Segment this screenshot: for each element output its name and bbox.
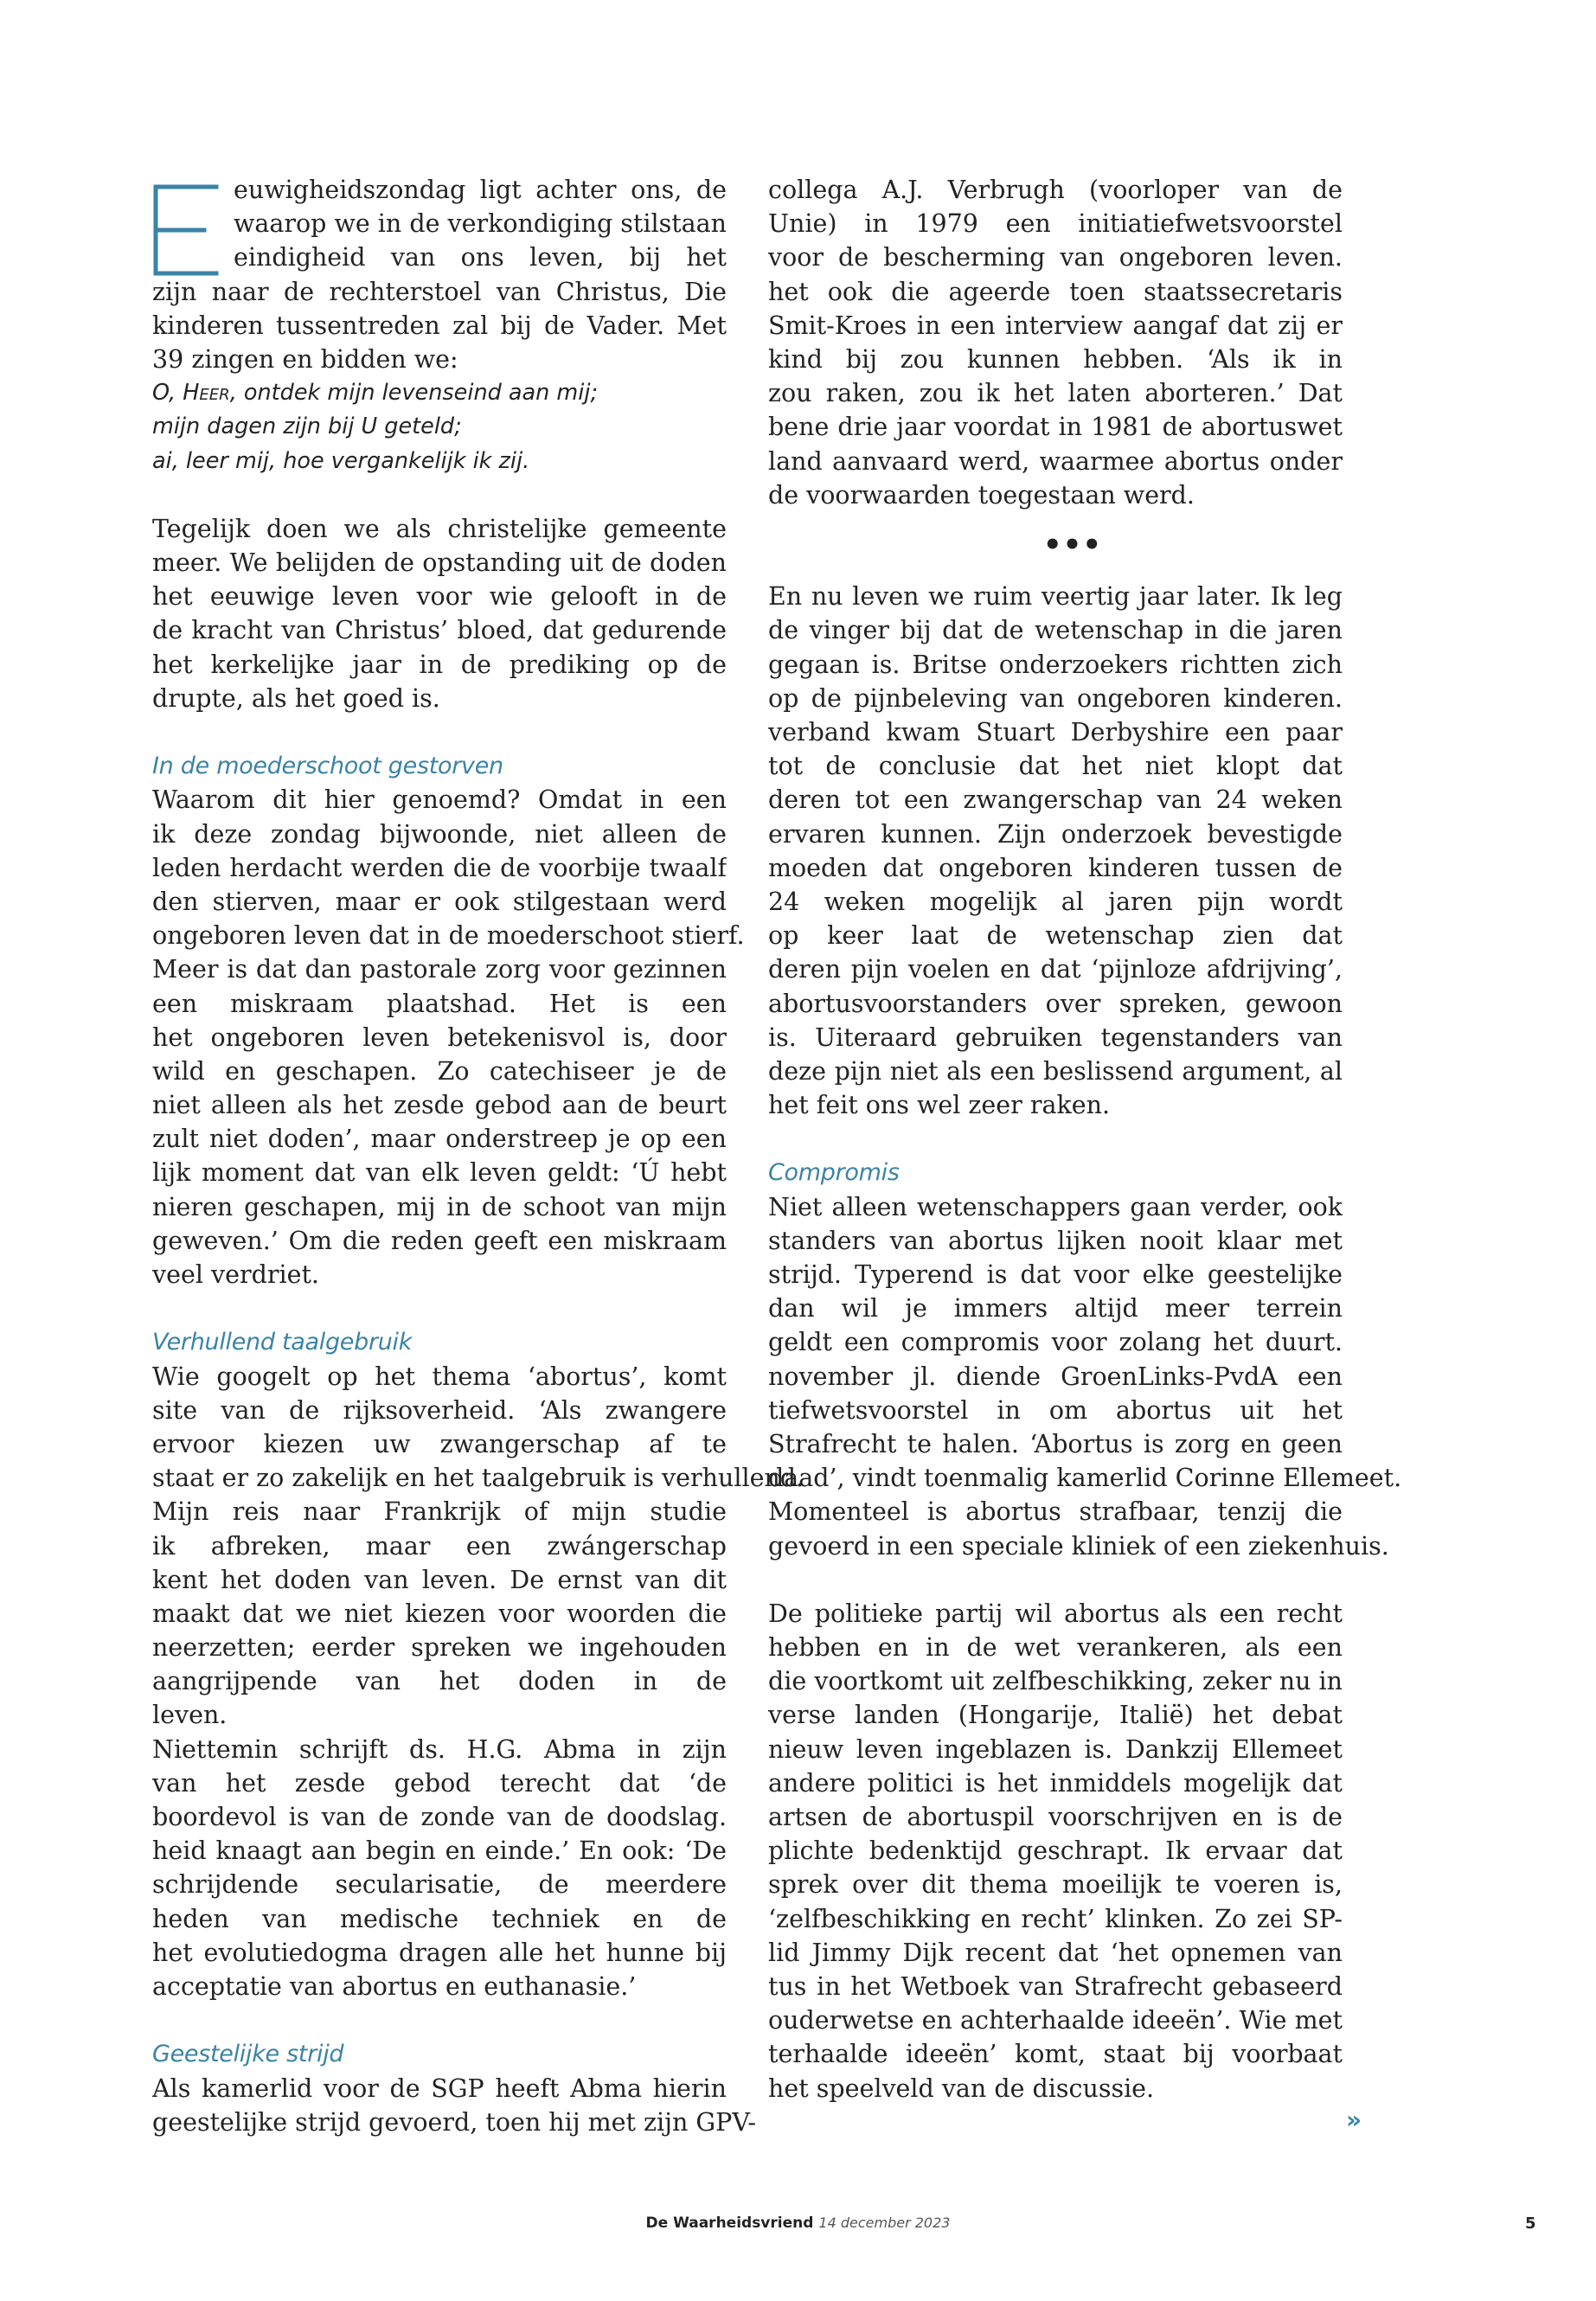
text-line: sprek over dit thema moeilijk te voeren is, (768, 1870, 1343, 1900)
text-line: heid knaagt aan begin en einde.’ En ook: ‘De (152, 1836, 727, 1866)
section-3-body (152, 2072, 756, 2139)
text-line: terhaalde ideeën’ komt, staat bij voorbaat (768, 2040, 1343, 2069)
text-line: het feit ons wel zeer raken. (768, 1091, 1111, 1120)
text-line: ervoor kiezen uw zwangerschap af te (152, 1429, 727, 1458)
text-line: Mijn reis naar Frankrijk of mijn studie (152, 1497, 727, 1527)
text-line: dan wil je immers altijd meer terrein (768, 1294, 1343, 1324)
text-line: een miskraam plaatshad. Het is een (152, 989, 727, 1018)
text-line: lid Jimmy Dijk recent dat ‘het opnemen van (768, 1938, 1343, 1967)
text-line: de vinger bij dat de wetenschap in die jaren (768, 616, 1343, 645)
text-line: ik deze zondag bijwoonde, niet alleen de (152, 819, 727, 849)
text-line: van het zesde gebod terecht dat ‘de (152, 1768, 727, 1798)
text-line: ik afbreken, maar een zwángerschap (152, 1531, 727, 1561)
text-line: niet alleen als het zesde gebod aan de beurt (152, 1091, 727, 1120)
text-line: collega A.J. Verbrugh (voorloper van de (768, 176, 1343, 204)
text-line: De politieke partij wil abortus als een recht (768, 1599, 1343, 1628)
text-line: moeden dat ongeboren kinderen tussen de (768, 853, 1343, 882)
text-line: deren tot een zwangerschap van 24 weken (768, 785, 1343, 815)
text-line: heden van medische techniek en de (152, 1904, 727, 1933)
text-line: nieren geschapen, mij in de schoot van mijn (152, 1192, 727, 1221)
text-line: nieuw leven ingeblazen is. Dankzij Ellemeet (768, 1734, 1343, 1764)
text-line: voor de bescherming van ongeboren leven. (768, 243, 1343, 272)
psalm-line-3: ai, leer mij, hoe vergankelijk ik zij. (152, 447, 530, 474)
text-line: bene drie jaar voordat in 1981 de abortuswet (768, 413, 1343, 442)
text-line: den stierven, maar er ook stilgestaan werd (152, 887, 727, 916)
text-line: kent het doden van leven. De ernst van dit (152, 1565, 727, 1594)
section-heading: In de moederschoot gestorven (152, 753, 503, 780)
text-line: Momenteel is abortus strafbaar, tenzij die (768, 1497, 1343, 1527)
text-line: het ongeboren leven betekenisvol is, door (152, 1022, 727, 1052)
text-line: Smit-Kroes in een interview aangaf dat zij er (768, 311, 1343, 340)
text-line: ouderwetse en achterhaalde ideeën’. Wie met (768, 2006, 1343, 2035)
paragraph-2 (152, 512, 727, 715)
text-line: zou raken, zou ik het laten aborteren.’ Dat (768, 379, 1343, 408)
text-line: de voorwaarden toegestaan werd. (768, 480, 1195, 510)
text-line: op keer laat de wetenschap zien dat (768, 921, 1343, 951)
text-line: zult niet doden’, maar onderstreep je op een (152, 1125, 727, 1154)
text-line: acceptatie van abortus en euthanasie.’ (152, 1971, 637, 2001)
text-line: neerzetten; eerder spreken we ingehouden (152, 1633, 727, 1663)
text-line: Niettemin schrijft ds. H.G. Abma in zijn (152, 1734, 727, 1764)
text-line: Wie googelt op het thema ‘abortus’, komt (152, 1362, 727, 1391)
text-line: op de pijnbeleving van ongeboren kinderen. (768, 683, 1343, 713)
text-line: Tegelijk doen we als christelijke gemeente (152, 514, 727, 543)
text-line: Waarom dit hier genoemd? Omdat in een (152, 785, 727, 815)
text-line: tus in het Wetboek van Strafrecht gebaseerd (768, 1971, 1343, 2001)
footer-publication (0, 2214, 1596, 2232)
paragraph-politics (768, 1597, 1343, 2106)
text-line: drupte, als het goed is. (152, 683, 440, 713)
text-line: wild en geschapen. Zo catechiseer je de (152, 1056, 727, 1086)
text-line: kinderen tussentreden zal bij de Vader. Met (152, 311, 727, 340)
text-line: verse landen (Hongarije, Italië) het debat (768, 1701, 1343, 1730)
text-line: deren pijn voelen en dat ‘pijnloze afdrijving’, (768, 955, 1343, 984)
text-line: artsen de abortuspil voorschrijven en is de (768, 1803, 1343, 1832)
text-line: Meer is dat dan pastorale zorg voor gezinnen (152, 955, 727, 984)
text-line: is. Uiteraard gebruiken tegenstanders van (768, 1022, 1343, 1052)
text-line: ongeboren leven dat in de moederschoot stierf. (152, 921, 745, 951)
section-heading: Compromis (768, 1159, 900, 1187)
section-4-body (768, 1190, 1402, 1563)
section-1-body (152, 783, 745, 1292)
text-line: gevoerd in een speciale kliniek of een ziekenhuis. (768, 1531, 1389, 1561)
text-line: de kracht van Christus’ bloed, dat gedurende (152, 616, 727, 645)
text-line: het ook die ageerde toen staatssecretaris (768, 277, 1343, 306)
issue-date: 14 december 2023 (818, 2214, 951, 2231)
text-line: standers van abortus lijken nooit klaar met (768, 1226, 1343, 1255)
text-line: leven. (152, 1701, 228, 1730)
text-line: veel verdriet. (152, 1260, 319, 1289)
paragraph-science (768, 580, 1343, 1122)
text-line: november jl. diende GroenLinks-PvdA een (768, 1362, 1343, 1391)
text-line: leden herdacht werden die de voorbije twaalf (152, 853, 727, 882)
text-line: het eeuwige leven voor wie gelooft in de (152, 582, 727, 612)
right-column (768, 173, 1402, 2106)
text-line: aangrijpende van het doden in de (152, 1667, 727, 1696)
text-line: kind bij zou kunnen hebben. ‘Als ik in (768, 344, 1343, 374)
text-line: deze pijn niet als een beslissend argument, al (768, 1056, 1343, 1086)
text-line: het speelveld van de discussie. (768, 2073, 1155, 2103)
text-line: het evolutiedogma dragen alle het hunne bij (152, 1938, 727, 1967)
text-line: Strafrecht te halen. ‘Abortus is zorg en geen (768, 1429, 1343, 1458)
text-line: schrijdende secularisatie, de meerdere (152, 1870, 727, 1900)
text-line: tiefwetsvoorstel in om abortus uit het (768, 1395, 1343, 1425)
intro-paragraph (152, 173, 727, 376)
text-line: Unie) in 1979 een initiatiefwetsvoorstel (768, 209, 1343, 239)
text-line: tot de conclusie dat het niet klopt dat (768, 752, 1343, 781)
text-line: het kerkelijke jaar in de prediking op de (152, 650, 727, 679)
text-line: die voortkomt uit zelfbeschikking, zeker nu in (768, 1667, 1343, 1696)
text-line: staat er zo zakelijk en het taalgebruik is verhullend. (152, 1464, 804, 1493)
section-heading: Verhullend taalgebruik (152, 1329, 413, 1356)
text-line: En nu leven we ruim veertig jaar later. Ik leg (768, 582, 1343, 612)
text-line: abortusvoorstanders over spreken, gewoon (768, 989, 1343, 1018)
text-line: verband kwam Stuart Derbyshire een paar (768, 718, 1343, 747)
text-line: andere politici is het inmiddels mogelijk dat (768, 1768, 1343, 1798)
text-line: Niet alleen wetenschappers gaan verder, ook (768, 1192, 1343, 1221)
text-line: euwigheidszondag ligt achter ons, de (234, 176, 727, 204)
text-line: gegaan is. Britse onderzoekers richtten zich (768, 650, 1343, 679)
text-line: lijk moment dat van elk leven geldt: ‘Ú hebt (152, 1158, 727, 1188)
text-line: 39 zingen en bidden we: (152, 344, 458, 374)
text-line: land aanvaard werd, waarmee abortus onder (768, 446, 1343, 476)
text-line: geweven.’ Om die reden geeft een miskraam (152, 1226, 727, 1255)
text-line: Als kamerlid voor de SGP heeft Abma hierin (152, 2073, 727, 2103)
text-line: site van de rijksoverheid. ‘Als zwangere (152, 1395, 727, 1425)
text-line: hebben en in de wet verankeren, als een (768, 1633, 1343, 1663)
paragraph-continued (768, 173, 1343, 512)
text-line: waarop we in de verkondiging stilstaan (234, 209, 727, 239)
text-line: ervaren kunnen. Zijn onderzoek bevestigde (768, 819, 1343, 849)
text-line: meer. We belijden de opstanding uit de doden (152, 548, 727, 578)
psalm-line-2: mijn dagen zijn bij U geteld; (152, 413, 462, 440)
text-line: daad’, vindt toenmalig kamerlid Corinne Ellemeet. (768, 1464, 1402, 1493)
text-line: geestelijke strijd gevoerd, toen hij met zijn GPV- (152, 2107, 756, 2137)
section-2-body (152, 1360, 804, 2004)
text-line: ‘zelfbeschikking en recht’ klinken. Zo zei SP- (768, 1904, 1343, 1933)
page-number: 5 (1525, 2214, 1536, 2233)
text-line: strijd. Typerend is dat voor elke geestelijke (768, 1260, 1343, 1290)
publication-name: De Waarheidsvriend (645, 2214, 814, 2232)
text-line: geldt een compromis voor zolang het duurt. (768, 1328, 1343, 1357)
section-heading: Geestelijke strijd (152, 2041, 344, 2068)
section-separator: ••• (1042, 528, 1103, 563)
psalm-line-1: O, Heer, ontdek mijn levenseind aan mij; (152, 380, 599, 407)
text-line: boordevol is van de zonde van de doodslag. (152, 1803, 727, 1831)
continue-arrow-icon: » (1346, 2106, 1362, 2134)
text-line: zijn naar de rechterstoel van Christus, Die (152, 277, 727, 306)
text-line: 24 weken mogelijk al jaren pijn wordt (768, 887, 1343, 916)
text-line: maakt dat we niet kiezen voor woorden die (152, 1599, 727, 1628)
left-column (152, 173, 804, 2139)
text-line: eindigheid van ons leven, bij het (234, 243, 727, 272)
text-line: plichte bedenktijd geschrapt. Ik ervaar dat (768, 1836, 1343, 1866)
